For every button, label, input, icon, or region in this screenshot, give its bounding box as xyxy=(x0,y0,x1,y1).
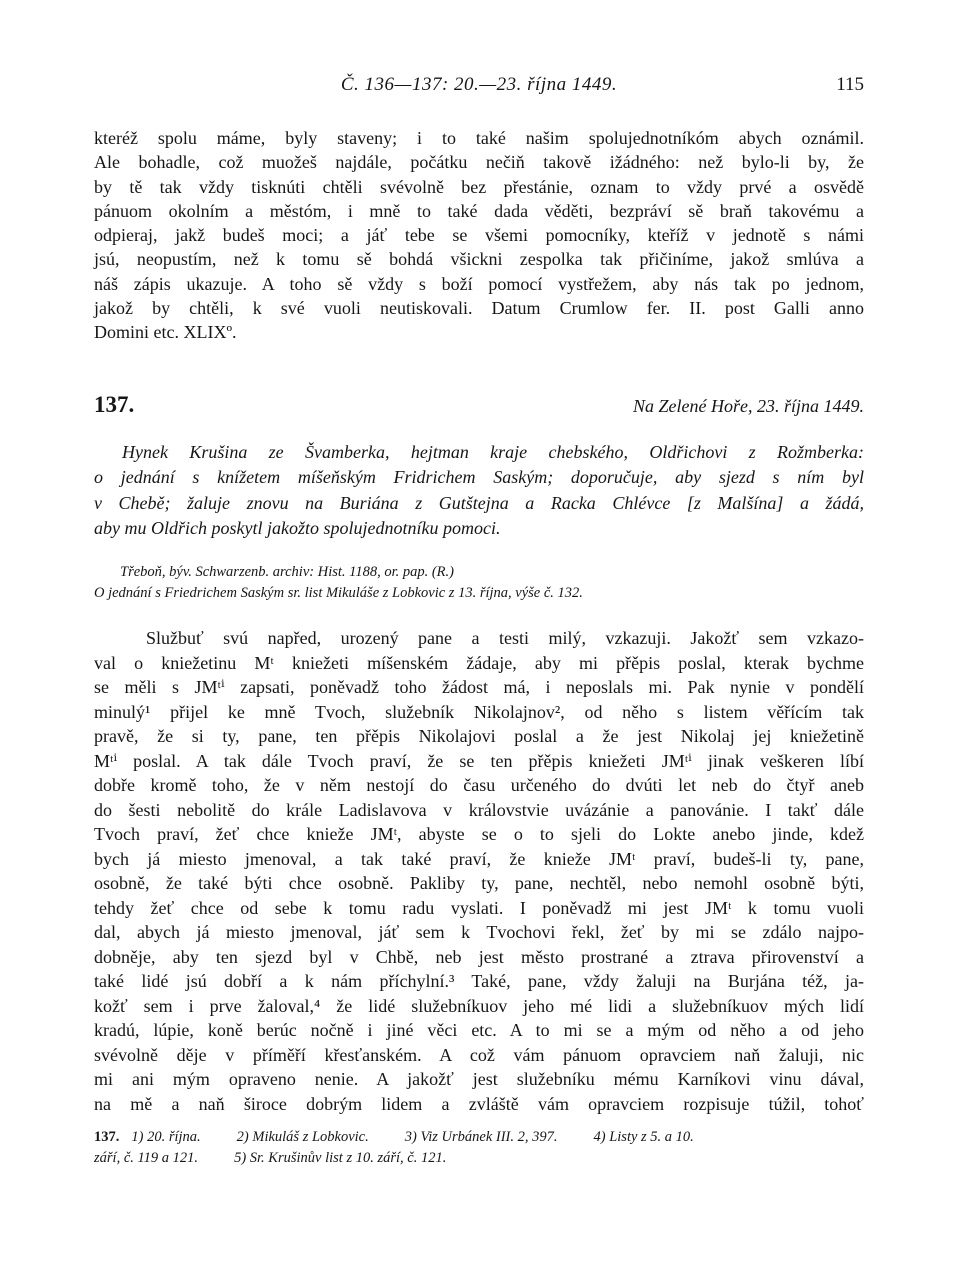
text-line: do šesti nebolitě do krále Ladislavova v královstvie uvázánie a panovánie. I takť dále xyxy=(94,799,864,820)
text-line: náš zápis ukazuje. A toho sě vždy s boží pomocí vystřežem, aby nás tak po jednom, xyxy=(94,273,864,294)
footnote: 1) 20. října. xyxy=(131,1129,201,1145)
page-number: 115 xyxy=(836,74,864,95)
text-line: Službuť svú napřed, urozený pane a testi milý, vzkazuji. Jakožť sem vzkazo- xyxy=(146,628,864,648)
regest-line: Hynek Krušina ze Švamberka, hejtman kraje chebského, Oldřichovi z Rožmberka: xyxy=(122,442,864,462)
text-line: Domini etc. XLIXº. xyxy=(94,322,237,343)
running-head xyxy=(94,74,864,102)
text-line: kteréž spolu máme, byly staveny; i to také našim spolujednotníkóm abych oznámil. xyxy=(94,128,864,148)
regest-line: v Chebě; žaluje znovu na Buriána z Gutštejna a Racka Chlévce [z Malšína] a žádá, xyxy=(94,492,864,513)
text-line: Mᵗⁱ poslal. A tak dále Tvoch praví, že se ten přěpis kniežeti JMᵗⁱ jinak veškeren líbí xyxy=(94,750,864,771)
document-number: 137. xyxy=(94,392,135,417)
document-text xyxy=(94,626,864,1116)
text-line: mi ani mým opraveno nenie. A jakožť jest služebníku mému Karníkovi vinu dával, xyxy=(94,1069,864,1089)
text-line: bych já miesto jmenoval, a tak také praví, že knieže JMᵗ praví, budeš-li ty, pane, xyxy=(94,848,864,869)
text-line: minulý¹ přijel ke mně Tvoch, služebník Nikolajnov², od něho s listem věřícím tak xyxy=(94,701,864,722)
footnote: 3) Viz Urbánek III. 2, 397. xyxy=(404,1129,558,1145)
text-line: Ale bohadle, což muožeš najdále, počátku nečiň takově ižádného: než bylo-li by, že xyxy=(94,152,864,173)
regest-line: o jednání s knížetem míšeňským Fridrichem Saským; doporučuje, aby sjezd s ním byl xyxy=(94,467,864,488)
source-notes xyxy=(94,562,864,604)
text-line: jsú, neopustím, než k tomu sě bohdá všickni zespolka tak přičiníme, jakož smlúva a xyxy=(94,249,864,270)
document-place-date: Na Zelené Hoře, 23. října 1449. xyxy=(633,396,864,416)
source-line: Třeboň, býv. Schwarzenb. archiv: Hist. 1188, or. pap. (R.) xyxy=(120,564,454,580)
previous-document-text xyxy=(94,126,864,345)
text-line: pánuom okolním a městóm, i mně to také dada věděti, bezpráví sě braň takovému a xyxy=(94,200,864,221)
text-line: kradú, lúpie, koně berúc nočně i jiné věci etc. A to mi se a mým od něho a od jeho xyxy=(94,1020,864,1040)
footnote: 2) Mikuláš z Lobkovic. xyxy=(236,1129,369,1145)
text-line: val o kniežetinu Mᵗ kniežeti míšenském žádaje, aby mi přěpis poslal, kterak bychme xyxy=(94,652,864,673)
text-line: kožť sem i prve žaloval,⁴ že lidé služebníkuov jeho mé lidi a služebníkuov mých lidí xyxy=(94,995,864,1016)
text-line: jakož by chtěli, k své vuoli neutiskovali. Datum Crumlow fer. II. post Galli anno xyxy=(94,298,864,319)
footnote-line xyxy=(94,1148,864,1169)
text-line: pravě, že si ty, pane, ten přěpis Nikolajovi poslal a že jest Nikolaj jej kniežetině xyxy=(94,726,864,746)
footnote: 4) Listy z 5. a 10. xyxy=(593,1129,694,1145)
text-line: tehdy žeť chce od sebe k tomu radu vyslati. I poněvadž mi jest JMᵗ k tomu vuoli xyxy=(94,897,864,918)
text-line: osobně, že také býti chce osobně. Pakliby ty, pane, nechtěl, nebo nemohl osobně býti, xyxy=(94,873,864,893)
text-line: se měli s JMᵗⁱ zapsati, poněvadž toho žádost má, i neposlals mi. Pak nynie v pondělí xyxy=(94,677,864,697)
text-line: dobře kromě toho, že v něm nestojí do času určeného do dvúti let neb do čtyř aneb xyxy=(94,775,864,795)
source-line: O jednání s Friedrichem Saským sr. list Mikuláše z Lobkovic z 13. října, výše č. 132. xyxy=(94,585,583,601)
text-line: také lidé jsú dobří a k nám příchylní.³ Také, pane, vždy žaluji na Burjána též, ja- xyxy=(94,971,864,991)
footnote: 5) Sr. Krušinův list z 10. září, č. 121. xyxy=(234,1150,447,1166)
document-regest xyxy=(94,440,864,541)
regest-line: aby mu Oldřich poskytl jakožto spolujednotníku pomoci. xyxy=(94,517,501,538)
footnotes xyxy=(94,1127,864,1169)
text-line: odpieraj, jakž budeš moci; a jáť tebe se všemi pomocníky, kteříž v jednotě s námi xyxy=(94,225,864,246)
text-line: svévolně děje v příměří křesťanském. A což vám pánuom opravciem naň žaluji, nic xyxy=(94,1044,864,1065)
text-line: dal, abych já miesto jmenoval, jáť sem k Tvochovi řekl, žeť by mi se zdálo najpo- xyxy=(94,922,864,942)
text-line: na mě a naň široce dobrým lidem a zvláště vám opravciem rozpisuje túžil, tohoť xyxy=(94,1093,864,1114)
text-line: dobněje, aby ten sjezd byl v Chbě, neb jest město prostrané a ztrava přirovenství a xyxy=(94,946,864,967)
footnote-document-number: 137. xyxy=(94,1129,120,1145)
document-heading xyxy=(94,392,864,426)
running-head-title: Č. 136—137: 20.—23. října 1449. xyxy=(340,74,618,95)
footnote-line xyxy=(94,1127,864,1148)
text-line: by tě tak vždy tisknúti chtěli svévolně bez přestánie, oznam to vždy prvé a osvědě xyxy=(94,176,864,197)
footnote: září, č. 119 a 121. xyxy=(94,1150,199,1166)
text-line: Tvoch praví, žeť chce knieže JMᵗ, abyste se o to sjeli do Lokte anebo jinde, kdež xyxy=(94,824,864,844)
